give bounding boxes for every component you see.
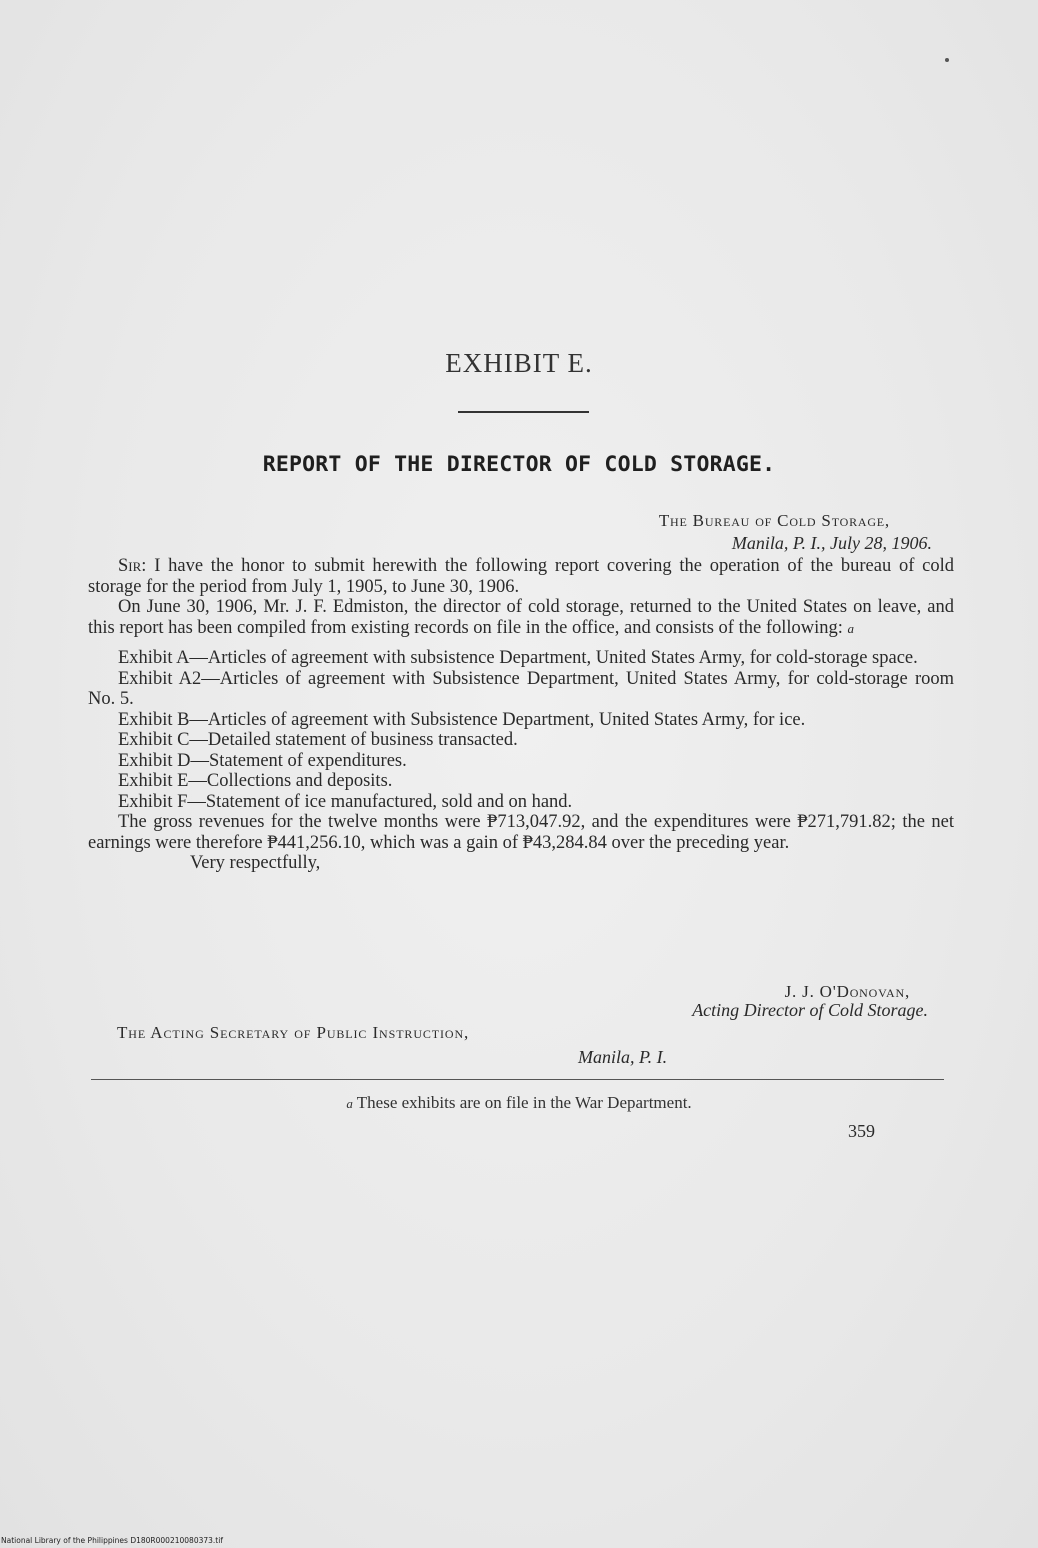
- exhibit-item: Exhibit F—Statement of ice manufactured, sold and on hand.: [118, 791, 573, 812]
- exhibit-item: Exhibit E—Collections and deposits.: [118, 771, 393, 791]
- page-number: 359: [848, 1121, 875, 1141]
- exhibit-title: EXHIBIT E.: [445, 348, 593, 378]
- paragraph-leave-text: On June 30, 1906, Mr. J. F. Edmiston, the director of cold storage, returned to the United States on leave, and this report has been compiled from existing records on file in the office, and consists of the following:: [88, 597, 954, 638]
- closing: Very respectfully,: [190, 853, 321, 873]
- addressee-line1: The Acting Secretary of Public Instruction,: [117, 1023, 470, 1042]
- signature-name: J. J. O'Donovan,: [784, 982, 910, 1001]
- library-footer: National Library of the Philippines D180R000210080373.tif: [1, 1536, 223, 1545]
- paragraph-leave: [88, 597, 954, 639]
- exhibit-item: Exhibit A—Articles of agreement with subsistence Department, United States Army, for cold-storage space.: [118, 648, 918, 668]
- exhibit-item: Exhibit D—Statement of expenditures.: [118, 750, 407, 771]
- exhibit-item: Exhibit B—Articles of agreement with Subsistence Department, United States Army, for ice.: [118, 709, 806, 730]
- sender-address-line1: The Bureau of Cold Storage,: [658, 511, 890, 530]
- spacer: [88, 639, 954, 648]
- report-title: REPORT OF THE DIRECTOR OF COLD STORAGE.: [262, 452, 776, 477]
- footnote-mark: a: [346, 1096, 353, 1111]
- paragraph-revenues: The gross revenues for the twelve months were ₱713,047.92, and the expenditures were ₱271,791.82; the net earnings were therefore ₱441,256.10, which was a gain of ₱43,284.84 over the preceding year.: [88, 812, 954, 853]
- footnote: [0, 1093, 1038, 1113]
- exhibit-item: Exhibit C—Detailed statement of business transacted.: [118, 730, 518, 750]
- signature-title: Acting Director of Cold Storage.: [692, 1000, 928, 1020]
- page-speck: [945, 58, 949, 62]
- addressee-line2: Manila, P. I.: [578, 1047, 668, 1067]
- salutation: Sir: [118, 556, 142, 576]
- footnote-reference: a: [847, 620, 855, 636]
- exhibit-item: Exhibit A2—Articles of agreement with Subsistence Department, United States Army, for cold-storage room No. 5.: [88, 668, 954, 709]
- paragraph-intro: [88, 556, 954, 597]
- paragraph-intro-text: : I have the honor to submit herewith the following report covering the operation of the bureau of cold storage for the period from July 1, 1905, to June 30, 1906.: [88, 556, 954, 597]
- title-rule: [458, 411, 589, 413]
- footnote-text: These exhibits are on file in the War Department.: [352, 1093, 692, 1112]
- report-body: [88, 556, 954, 874]
- footnote-rule: [91, 1079, 944, 1080]
- sender-address-line2: Manila, P. I., July 28, 1906.: [731, 533, 932, 553]
